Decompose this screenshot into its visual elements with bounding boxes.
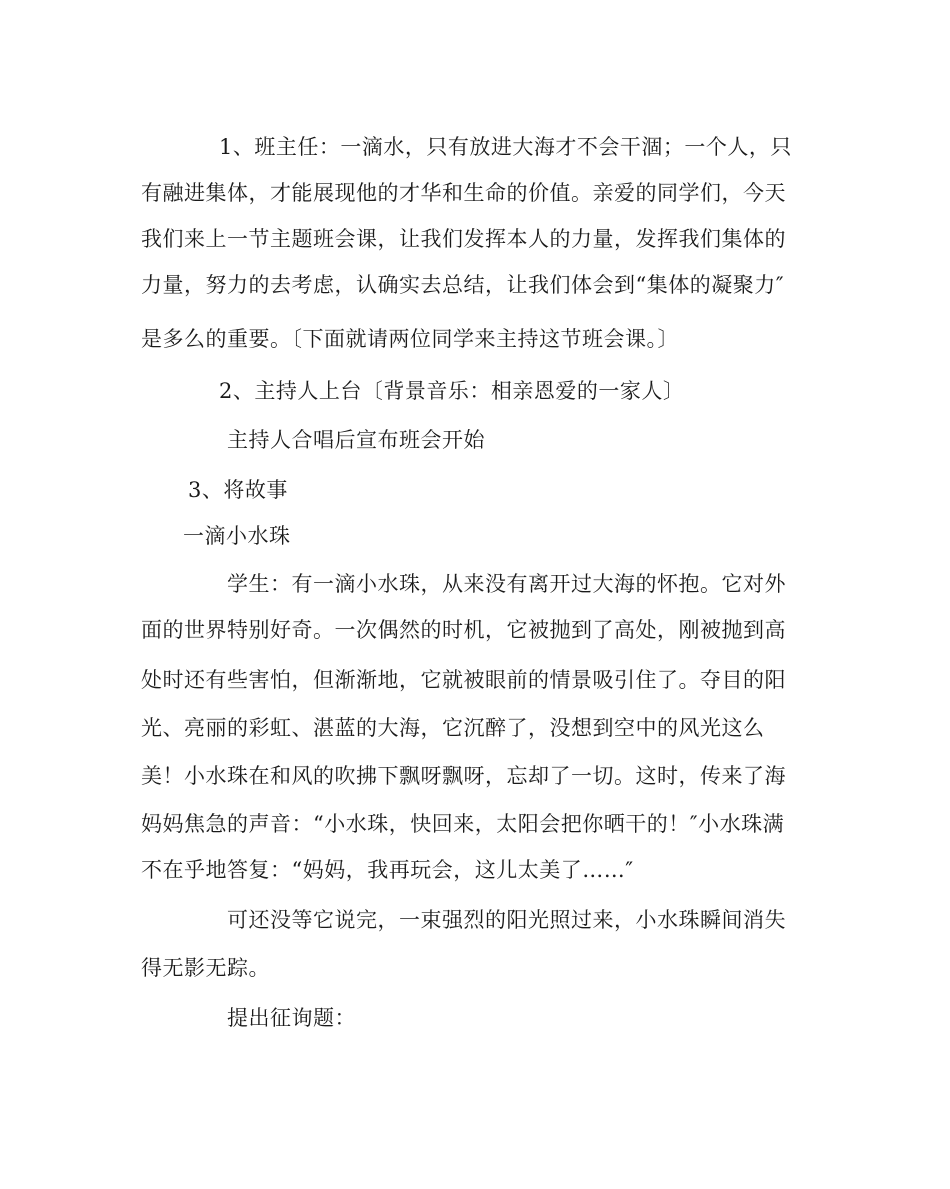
text-line: 是多么的重要。〔下面就请两位同学来主持这节班会课。〕 <box>141 327 679 351</box>
text-line: 面的世界特别好奇。一次偶然的时机，它被抛到了高处，刚被抛到高 <box>141 618 786 642</box>
text-line: 3、将故事 <box>188 478 288 502</box>
text-line: 1、班主任：一滴水，只有放进大海才不会干涸；一个人，只 <box>219 135 792 159</box>
text-line: 一滴小水珠 <box>183 524 291 548</box>
text-line: 有融进集体，才能展现他的才华和生命的价值。亲爱的同学们，今天 <box>141 181 786 205</box>
text-line: 提出征询题： <box>227 1006 356 1030</box>
text-line: 光、亮丽的彩虹、湛蓝的大海，它沉醉了，没想到空中的风光这么 <box>141 716 765 740</box>
text-line: 得无影无踪。 <box>141 956 270 980</box>
text-line: 主持人合唱后宣布班会开始 <box>227 428 485 452</box>
text-line: 美！小水珠在和风的吹拂下飘呀飘呀，忘却了一切。这时，传来了海 <box>141 764 786 788</box>
text-line: 可还没等它说完，一束强烈的阳光照过来，小水珠瞬间消失 <box>227 908 786 932</box>
text-line: 处时还有些害怕，但渐渐地，它就被眼前的情景吸引住了。夺目的阳 <box>141 668 786 692</box>
text-line: 不在乎地答复：“妈妈，我再玩会，这儿太美了……″ <box>141 858 634 882</box>
text-line: 我们来上一节主题班会课，让我们发挥本人的力量，发挥我们集体的 <box>141 227 786 251</box>
text-line: 2、主持人上台〔背景音乐：相亲恩爱的一家人〕 <box>219 379 685 403</box>
text-line: 学生：有一滴小水珠，从来没有离开过大海的怀抱。它对外 <box>227 572 786 596</box>
text-line: 妈妈焦急的声音：“小水珠，快回来，太阳会把你晒干的！″小水珠满 <box>141 812 785 836</box>
text-line: 力量，努力的去考虑，认确实去总结，让我们体会到“集体的凝聚力″ <box>141 273 785 297</box>
